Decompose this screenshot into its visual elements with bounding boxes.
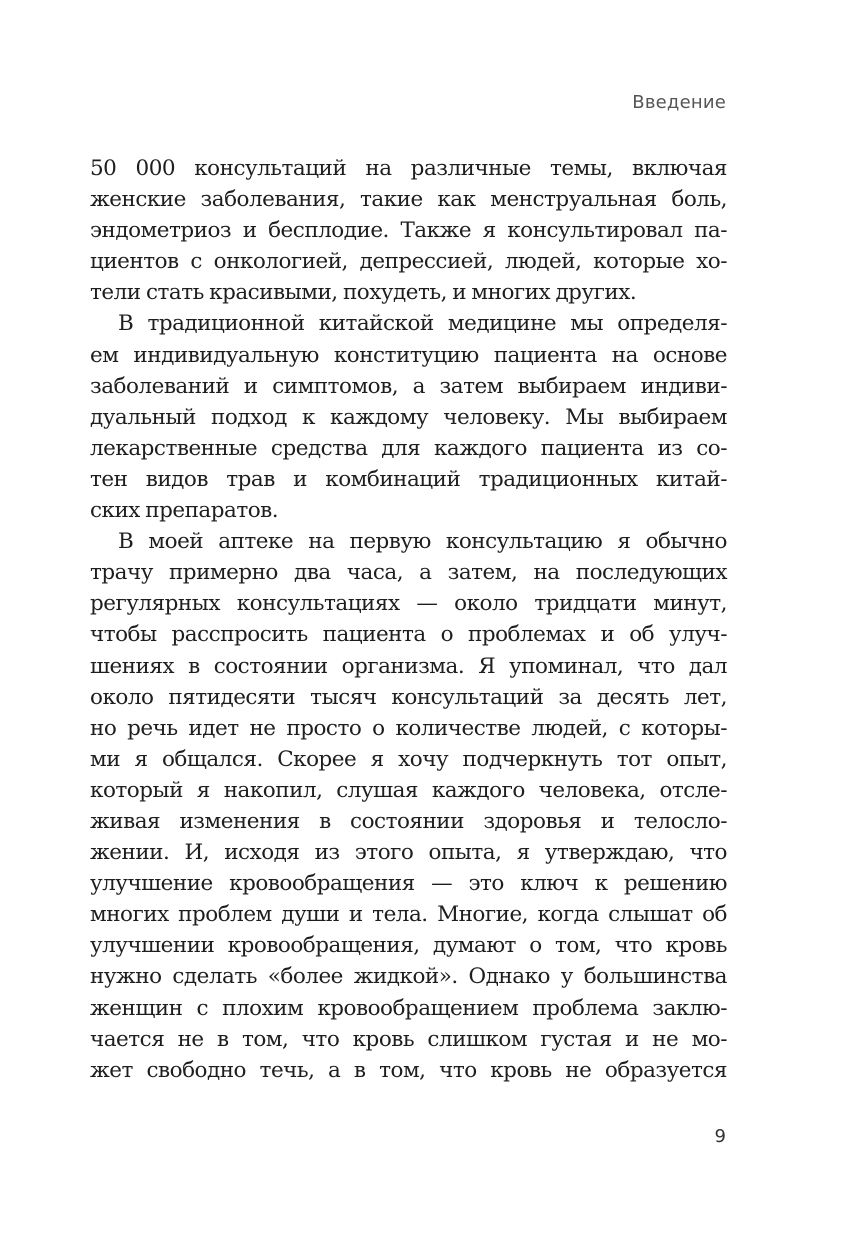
text-line: чтобы расспросить пациента о проблемах и об улуч- (90, 622, 727, 648)
text-line: женщин с плохим кровообращением проблема заклю- (90, 995, 727, 1021)
paragraph (90, 526, 727, 1086)
text-line: живая изменения в состоянии здоровья и телосло- (90, 808, 727, 834)
text-line: нужно сделать «более жидкой». Однако у большинства (90, 964, 727, 990)
text-line: который я накопил, слушая каждого человека, отсле- (90, 777, 727, 803)
text-line: циентов с онкологией, депрессией, людей, которые хо- (90, 249, 727, 275)
text-line: шениях в состоянии организма. Я упоминал, что дал (90, 653, 727, 679)
page-number: 9 (714, 1126, 726, 1147)
paragraph (90, 308, 727, 526)
text-line: трачу примерно два часа, а затем, на последующих (90, 560, 727, 586)
text-line: около пятидесяти тысяч консультаций за десять лет, (90, 684, 727, 710)
text-line: заболеваний и симптомов, а затем выбираем индиви- (90, 373, 727, 399)
text-line: многих проблем души и тела. Многие, когда слышат об (90, 902, 727, 928)
text-line: ми я общался. Скорее я хочу подчеркнуть тот опыт, (90, 746, 727, 772)
running-header-title: Введение (632, 92, 726, 113)
text-line: регулярных консультациях — около тридцати минут, (90, 591, 727, 617)
text-line: лекарственные средства для каждого пациента из со- (90, 435, 727, 461)
text-line: жении. И, исходя из этого опыта, я утверждаю, что (90, 840, 727, 866)
paragraph (90, 153, 727, 308)
text-line: тен видов трав и комбинаций традиционных китай- (90, 466, 727, 492)
text-line: улучшении кровообращения, думают о том, что кровь (90, 933, 727, 959)
text-line: женские заболевания, такие как менструальная боль, (90, 187, 727, 213)
text-line: жет свободно течь, а в том, что кровь не образуется (90, 1057, 727, 1083)
text-line: тели стать красивыми, похудеть, и многих других. (90, 280, 637, 306)
text-line: эндометриоз и бесплодие. Также я консультировал па- (90, 218, 727, 244)
text-line: В традиционной китайской медицине мы определя- (118, 311, 727, 337)
text-line: улучшение кровообращения — это ключ к решению (90, 871, 727, 897)
text-line: ских препаратов. (90, 498, 279, 524)
text-line: В моей аптеке на первую консультацию я обычно (118, 529, 727, 555)
page-body-text (90, 153, 727, 1086)
text-line: ем индивидуальную конституцию пациента на основе (90, 342, 727, 368)
text-line: дуальный подход к каждому человеку. Мы выбираем (90, 404, 727, 430)
text-line: 50 000 консультаций на различные темы, включая (90, 156, 727, 181)
text-line: чается не в том, что кровь слишком густая и не мо- (90, 1026, 727, 1052)
text-line: но речь идет не просто о количестве людей, с которы- (90, 715, 727, 741)
